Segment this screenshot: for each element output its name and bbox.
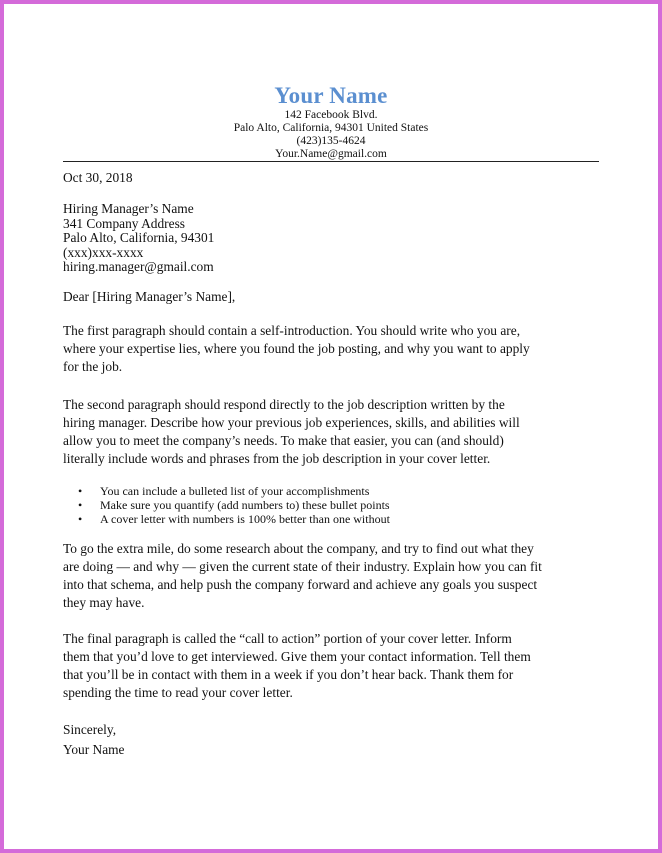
paragraph-line: are doing — and why — given the current state of their industry. Explain how you can fit: [63, 559, 542, 574]
paragraph-line: for the job.: [63, 359, 123, 374]
recipient-name: Hiring Manager’s Name: [63, 201, 194, 216]
sender-phone: (423)135-4624: [296, 135, 366, 147]
paragraph-line: where your expertise lies, where you found the job posting, and why you want to apply: [63, 341, 530, 356]
paragraph-line: into that schema, and help push the company forward and achieve any goals you suspect: [63, 577, 538, 592]
sender-name: Your Name: [274, 83, 388, 108]
salutation: Dear [Hiring Manager’s Name],: [63, 289, 236, 304]
sender-address-line1: 142 Facebook Blvd.: [284, 109, 378, 121]
list-item: • You can include a bulleted list of your accomplishments: [78, 484, 578, 498]
paragraph-line: hiring manager. Describe how your previous job experiences, skills, and abilities will: [63, 415, 520, 430]
letter-date: Oct 30, 2018: [63, 170, 133, 185]
paragraph-line: literally include words and phrases from the job description in your cover letter.: [63, 451, 491, 466]
closing-phrase: Sincerely,: [63, 722, 117, 737]
sender-address-line2: Palo Alto, California, 94301 United States: [233, 122, 429, 134]
recipient-address: 341 Company Address: [63, 215, 185, 231]
paragraph-line: The final paragraph is called the “call to action” portion of your cover letter. Inform: [63, 631, 512, 646]
recipient-city: Palo Alto, California, 94301: [63, 230, 215, 246]
paragraph-line: spending the time to read your cover letter.: [63, 685, 293, 700]
paragraph-line: The first paragraph should contain a self-introduction. You should write who you are,: [63, 323, 521, 338]
list-item: • A cover letter with numbers is 100% better than one without: [78, 512, 578, 526]
paragraph-line: The second paragraph should respond directly to the job description written by the: [63, 397, 505, 412]
recipient-email: hiring.manager@gmail.com: [63, 259, 214, 275]
signature-name: Your Name: [63, 742, 125, 757]
paragraph-line: they may have.: [63, 595, 145, 610]
paragraph-line: them that you’d love to get interviewed. Give them your contact information. Tell them: [63, 649, 531, 664]
paragraph-line: To go the extra mile, do some research about the company, and try to find out what they: [63, 541, 534, 556]
list-item: • Make sure you quantify (add numbers to) these bullet points: [78, 498, 578, 512]
paragraph-line: allow you to meet the company’s needs. To make that easier, you can (and should): [63, 433, 504, 448]
sender-email: Your.Name@gmail.com: [275, 148, 387, 160]
recipient-phone: (xxx)xxx-xxxx: [63, 244, 144, 260]
paragraph-line: that you’ll be in contact with them in a week if you don’t hear back. Thank them for: [63, 667, 514, 682]
